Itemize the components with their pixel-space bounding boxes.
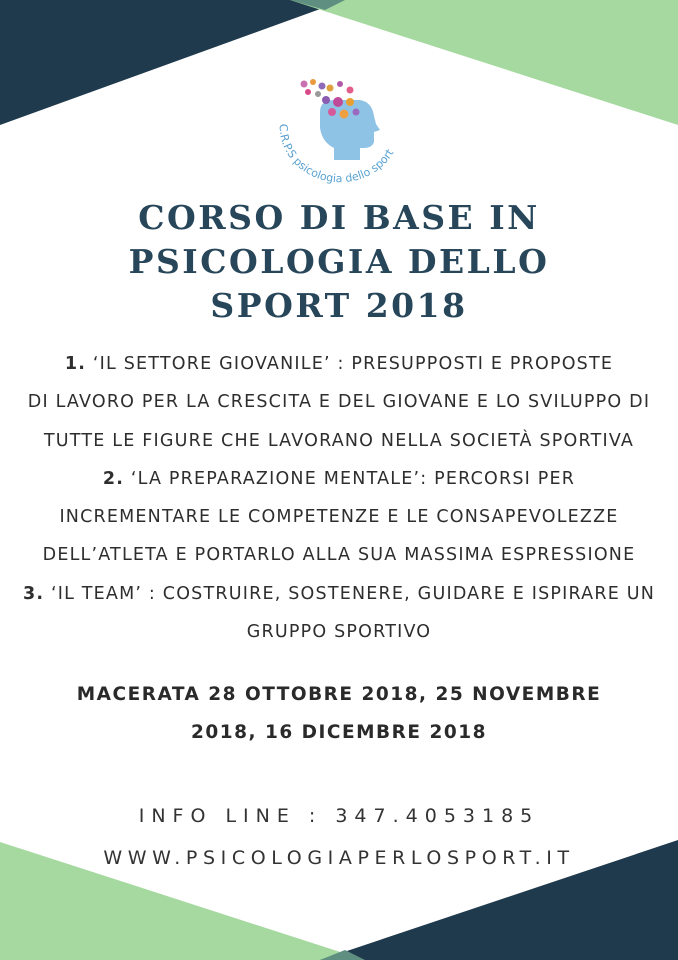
course-dates (0, 676, 678, 752)
topic-1-line (0, 345, 678, 383)
topic-2-line: INCREMENTARE LE COMPETENZE E LE CONSAPEVOLEZZE (59, 507, 619, 528)
topic-1-line: DI LAVORO PER LA CRESCITA E DEL GIOVANE E LO SVILUPPO DI (27, 392, 651, 413)
topic-number: 2. (102, 468, 125, 489)
topic-text: ‘LA PREPARAZIONE MENTALE’: PERCORSI PER (130, 468, 576, 489)
topic-3-line (0, 575, 678, 613)
title-line: SPORT 2018 (210, 286, 468, 325)
info-line-phone: INFO LINE : 347.4053185 (138, 805, 540, 827)
logo-text: C.R.P.S psicologia dello sport (276, 123, 397, 186)
topic-2-line (0, 460, 678, 498)
topic-3-line: GRUPPO SPORTIVO (246, 622, 432, 643)
title-line: CORSO DI BASE IN (138, 198, 540, 237)
dates-line: 2018, 16 DICEMBRE 2018 (191, 722, 487, 743)
course-title (0, 196, 678, 328)
title-line: PSICOLOGIA DELLO (128, 242, 550, 281)
crps-logo (268, 72, 418, 192)
topic-number: 1. (64, 354, 87, 374)
topic-2-line: DELL’ATLETA E PORTARLO ALLA SUA MASSIMA ESPRESSIONE (42, 545, 636, 566)
topic-1-line: TUTTE LE FIGURE CHE LAVORANO NELLA SOCIETÀ SPORTIVA (43, 430, 635, 451)
website-link[interactable]: WWW.PSICOLOGIAPERLOSPORT.IT (103, 847, 575, 869)
course-topics (0, 345, 678, 651)
topic-text: ‘IL SETTORE GIOVANILE’ : PRESUPPOSTI E PROPOSTE (92, 354, 614, 374)
topic-text: ‘IL TEAM’ : COSTRUIRE, SOSTENERE, GUIDARE E ISPIRARE UN (50, 583, 656, 604)
head-with-sport-balls-icon (268, 72, 418, 192)
dates-line: MACERATA 28 OTTOBRE 2018, 25 NOVEMBRE (76, 684, 602, 705)
topic-number: 3. (22, 583, 45, 604)
contact-info (0, 795, 678, 879)
